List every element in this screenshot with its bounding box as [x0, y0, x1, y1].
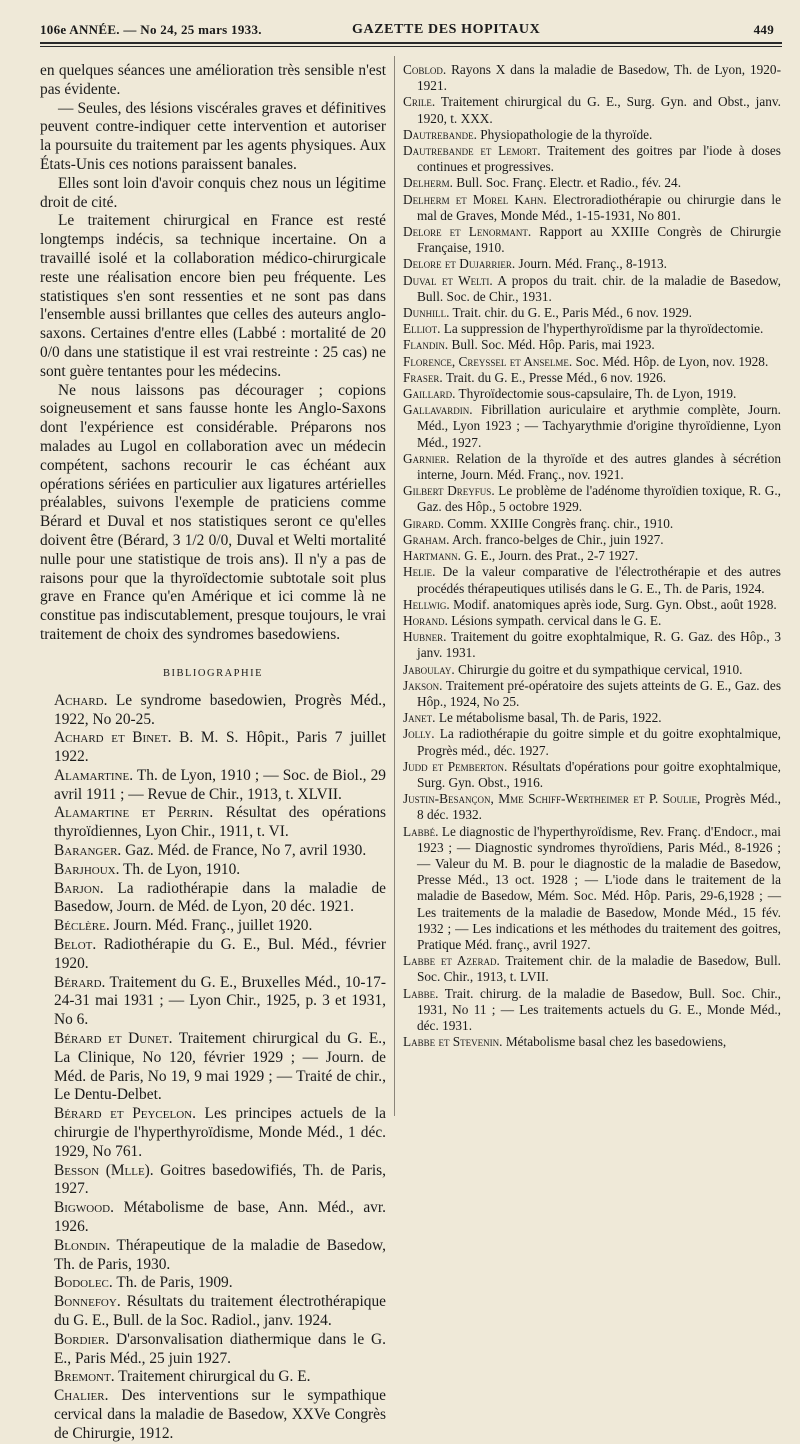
entry-text: Traitement chirurgical du G. E., La Clinique, No 120, février 1929 ; — Journ. de Méd. de Paris, No 19, 9 mai 1929 ; — Traité de chir., Le Dentu-Delbet.	[54, 1030, 386, 1104]
bibliography-entry	[403, 986, 781, 1035]
bibliography-entry	[403, 548, 781, 564]
entry-author: Achard.	[54, 691, 108, 709]
bibliography-entry	[403, 337, 781, 353]
entry-text: Traitement chir. de la maladie de Basedow, Bull. Soc. Chir., 1913, t. LVII.	[417, 953, 781, 985]
bibliography-entry	[403, 354, 781, 370]
entry-author: Gaillard.	[403, 386, 456, 402]
bibliography-entry	[40, 1368, 386, 1387]
bibliography-entry	[40, 1162, 386, 1200]
entry-author: Belot.	[54, 936, 97, 954]
entry-text: Chirurgie du goitre et du sympathique cervical, 1910.	[458, 661, 743, 677]
entry-text: Comm. XXIIIe Congrès franç. chir., 1910.	[447, 515, 674, 531]
entry-author: Elliot.	[403, 321, 441, 337]
entry-author: Jakson.	[403, 677, 443, 693]
entry-author: Horand.	[403, 612, 448, 628]
entry-author: Béclère.	[54, 917, 110, 935]
right-column	[403, 62, 781, 1050]
entry-author: Janet.	[403, 710, 436, 726]
entry-text: Traitement des goitres par l'iode à doses continues et progressives.	[417, 143, 781, 175]
bibliography-entry	[403, 564, 781, 596]
left-column	[40, 62, 386, 1444]
bibliography-list-right	[403, 62, 781, 1050]
entry-author: Blondin.	[54, 1236, 111, 1254]
bibliography-entry	[403, 629, 781, 661]
entry-text: Goitres basedowifiés, Th. de Paris, 1927.	[54, 1161, 386, 1198]
bibliography-entry	[403, 597, 781, 613]
bibliography-list-left	[40, 692, 386, 1444]
bibliography-entry	[403, 1034, 781, 1050]
entry-author: Alamartine et Perrin.	[54, 804, 214, 822]
entry-text: Bull. Soc. Méd. Hôp. Paris, mai 1923.	[451, 337, 655, 353]
issue-info: 106e ANNÉE. — No 24, 25 mars 1933.	[40, 22, 262, 37]
bibliography-entry	[40, 1387, 386, 1443]
entry-text: Rayons X dans la maladie de Basedow, Th. de Lyon, 1920-1921.	[417, 62, 781, 94]
entry-author: Labbe et Stevenin.	[403, 1034, 503, 1050]
bibliography-entry	[40, 842, 386, 861]
entry-text: Traitement du G. E., Bruxelles Méd., 10-17-24-31 mai 1931 ; — Lyon Chir., 1925, p. 3 et 1931, No 6.	[54, 973, 386, 1029]
entry-text: Les principes actuels de la chirurgie de l'hyperthyroïdisme, Monde Méd., 1 déc. 1929, No 761.	[54, 1105, 386, 1160]
bibliography-entry	[40, 1274, 386, 1293]
bibliography-entry	[403, 759, 781, 791]
bibliography-entry	[40, 804, 386, 842]
entry-text: Le diagnostic de l'hyperthyroïdisme, Rev. Franç. d'Endocr., mai 1923 ; — Diagnostic syndromes thyroïdiens, Paris Méd., 8-1926 ; — Valeur du M. B. pour le diagnostic de la maladie de Basedow, Presse Méd., 13 oct. 1928 ; — L'iode dans le traitement de la maladie de Basedow, Mém. Soc. Méd. Hôp. Paris, 29-6,1928 ; — Les traitements de la maladie de Basedow, Monde Méd., 15 fév. 1932 ; — Les indications et les méthodes du traitement des goitres, Pratique Méd. franç., avril 1927.	[417, 823, 781, 952]
bibliography-entry	[403, 662, 781, 678]
entry-author: Besson (Mlle).	[54, 1161, 154, 1179]
running-header	[40, 14, 780, 44]
entry-author: Delore et Lenormant.	[403, 224, 532, 240]
entry-author: Delherm.	[403, 175, 453, 191]
entry-text: A propos du trait. chir. de la maladie de Basedow, Bull. Soc. de Chir., 1931.	[417, 272, 781, 304]
entry-author: Helie.	[403, 564, 436, 580]
entry-text: De la valeur comparative de l'électrothérapie et des autres procédés thérapeutiques utilisés dans le G. E., Th. de Paris, 1924.	[417, 564, 781, 596]
entry-text: Relation de la thyroïde et des autres glandes à sécrétion interne, Journ. Méd. Franç., nov. 1921.	[417, 450, 782, 483]
bibliography-entry	[403, 726, 781, 758]
bibliography-entry	[40, 1237, 386, 1275]
bibliography-entry	[403, 451, 781, 483]
entry-author: Bigwood.	[54, 1199, 114, 1217]
entry-author: Bérard.	[54, 973, 106, 991]
entry-text: Fibrillation auriculaire et arythmie complète, Journ. Méd., Lyon 1923 ; — Tachyarythmie d'origine thyroïdienne, Lyon Méd., 1927.	[417, 402, 781, 450]
entry-text: Le métabolisme basal, Th. de Paris, 1922.	[438, 710, 662, 726]
entry-text: Progrès Méd., 8 déc. 1932.	[417, 791, 781, 823]
bibliography-entry	[403, 402, 781, 451]
entry-text: Le problème de l'adénome thyroïdien toxique, R. G., Gaz. des Hôp., 5 octobre 1929.	[417, 483, 781, 515]
entry-author: Labbe.	[403, 985, 439, 1001]
entry-author: Barjhoux.	[54, 860, 120, 878]
entry-text: Journ. Méd. Franç., 8-1913.	[518, 256, 667, 272]
entry-text: Métabolisme basal chez les basedowiens,	[505, 1034, 727, 1050]
bibliography-entry	[403, 516, 781, 532]
entry-author: Bremont.	[54, 1368, 115, 1386]
bibliography-entry	[40, 936, 386, 974]
entry-author: Hubner.	[403, 629, 447, 645]
entry-author: Fraser.	[403, 369, 443, 385]
entry-author: Hellwig.	[403, 596, 450, 612]
entry-author: Florence, Creyssel et Anselme.	[403, 353, 573, 369]
bibliography-entry	[403, 321, 781, 337]
entry-text: Soc. Méd. Hôp. de Lyon, nov. 1928.	[575, 353, 769, 369]
entry-text: Th. de Paris, 1909.	[116, 1274, 233, 1292]
entry-text: La suppression de l'hyperthyroïdisme par la thyroïdectomie.	[443, 321, 764, 337]
entry-author: Jaboulay.	[403, 661, 455, 677]
body-paragraph: Le traitement chirurgical en France est resté longtemps indécis, sa technique incertaine. On a travaillé isolé et la collaboration médico-chirurgicale reste une réalisation encore bien peu fréquente. Les statistiques s'en sont ressenties et ne sont pas dans l'ensemble aussi brillantes que celles des auteurs anglo-saxons. Certaines d'entre elles (Labbé : mortalité de 20 0/0 dans une statistique il est vrai restreinte : 25 cas) ne sont guère tentantes pour les médecins.	[40, 212, 386, 380]
entry-text: Bull. Soc. Franç. Electr. et Radio., fév. 24.	[456, 175, 682, 191]
entry-text: Journ. Méd. Franç., juillet 1920.	[113, 917, 313, 935]
entry-author: Dunhill.	[403, 305, 450, 321]
bibliography-heading: BIBLIOGRAPHIE	[163, 667, 263, 679]
entry-text: Métabolisme de base, Ann. Méd., avr. 1926.	[54, 1199, 386, 1236]
entry-text: Lésions sympath. cervical dans le G. E.	[451, 612, 662, 628]
entry-text: La radiothérapie du goitre simple et du goitre exophtalmique, Progrès méd., déc. 1927.	[417, 726, 782, 758]
bibliography-entry	[403, 192, 781, 224]
bibliography-entry	[40, 767, 386, 805]
journal-title: GAZETTE DES HOPITAUX	[352, 22, 541, 37]
bibliography-entry	[403, 824, 781, 954]
body-paragraph: — Seules, des lésions viscérales graves et définitives peuvent contre-indiquer cette intervention et autoriser la poursuite du traitement par les agents physiques. Aux États-Unis ces notions paraissent banales.	[40, 99, 386, 173]
bibliography-entry	[403, 127, 781, 143]
bibliography-entry	[403, 256, 781, 272]
bibliography-entry	[40, 1293, 386, 1331]
entry-text: Traitement chirurgical du G. E., Surg. Gyn. and Obst., janv. 1920, t. XXX.	[417, 94, 781, 126]
bibliography-entry	[403, 224, 781, 256]
entry-author: Coblod.	[403, 62, 447, 77]
entry-author: Labbé.	[403, 823, 439, 839]
entry-author: Chalier.	[54, 1387, 109, 1405]
entry-text: Modif. anatomiques après iode, Surg. Gyn. Obst., août 1928.	[453, 596, 777, 612]
entry-text: Rapport au XXIIIe Congrès de Chirurgie Française, 1910.	[417, 224, 781, 256]
bibliography-entry	[403, 175, 781, 191]
entry-author: Crile.	[403, 94, 436, 110]
bibliography-entry	[403, 710, 781, 726]
bibliography-entry	[40, 880, 386, 918]
bibliography-entry	[403, 483, 781, 515]
entry-text: La radiothérapie dans la maladie de Basedow, Journ. de Méd. de Lyon, 20 déc. 1921.	[54, 879, 386, 916]
entry-author: Garnier.	[403, 450, 450, 466]
entry-text: Résultat des opérations thyroïdiennes, Lyon Chir., 1911, t. VI.	[54, 804, 387, 841]
header-rule-thick	[40, 42, 782, 44]
entry-text: Thérapeutique de la maladie de Basedow, Th. de Paris, 1930.	[54, 1236, 386, 1273]
entry-author: Bérard et Peycelon.	[54, 1105, 196, 1123]
entry-author: Dautrebande et Lemort.	[403, 143, 541, 159]
entry-text: Th. de Lyon, 1910.	[123, 860, 241, 878]
entry-text: Arch. franco-belges de Chir., juin 1927.	[452, 531, 664, 547]
entry-author: Graham.	[403, 531, 450, 547]
entry-text: Physiopathologie de la thyroïde.	[480, 126, 653, 142]
entry-text: B. M. S. Hôpit., Paris 7 juillet 1922.	[54, 729, 386, 766]
entry-text: D'arsonvalisation diathermique dans le G. E., Paris Méd., 25 juin 1927.	[54, 1330, 387, 1367]
entry-author: Delherm et Morel Kahn.	[403, 191, 547, 207]
bibliography-entry	[40, 729, 386, 767]
bibliography-entry	[40, 1199, 386, 1237]
bibliography-entry	[403, 62, 781, 94]
entry-author: Justin-Besançon, Mme Schiff-Wertheimer et P. Soulie,	[403, 791, 701, 807]
bibliography-entry	[403, 678, 781, 710]
bibliography-entry	[40, 692, 386, 730]
bibliography-entry	[403, 791, 781, 823]
entry-text: Thyroïdectomie sous-capsulaire, Th. de Lyon, 1919.	[458, 386, 737, 402]
entry-author: Delore et Dujarrier.	[403, 256, 516, 272]
header-rule-thin	[40, 46, 782, 47]
body-paragraph: Elles sont loin d'avoir conquis chez nous un légitime droit de cité.	[40, 174, 386, 211]
entry-text: Traitement du goitre exophtalmique, R. G. Gaz. des Hôp., 3 janv. 1931.	[417, 629, 781, 661]
page-number: 449	[753, 22, 774, 37]
entry-author: Girard.	[403, 515, 444, 531]
bibliography-entry	[403, 953, 781, 985]
entry-text: Gaz. Méd. de France, No 7, avril 1930.	[125, 842, 367, 860]
bibliography-entry	[403, 370, 781, 386]
entry-author: Judd et Pemberton.	[403, 758, 508, 774]
entry-text: Electroradiothérapie ou chirurgie dans le mal de Graves, Monde Méd., 1-15-1931, No 801.	[417, 191, 781, 223]
bibliography-entry	[403, 94, 781, 126]
bibliography-entry	[403, 143, 781, 175]
entry-author: Bodolec.	[54, 1274, 113, 1292]
entry-text: Traitement pré-opératoire des sujets atteints de G. E., Gaz. des Hôp., 1924, No 25.	[417, 677, 781, 709]
bibliography-entry	[40, 1331, 386, 1369]
bibliography-entry	[40, 917, 386, 936]
bibliography-entry	[40, 974, 386, 1030]
entry-author: Hartmann.	[403, 548, 461, 564]
bibliography-entry	[403, 386, 781, 402]
bibliography-entry	[403, 305, 781, 321]
entry-author: Bonnefoy.	[54, 1293, 121, 1311]
entry-author: Alamartine.	[54, 766, 134, 784]
entry-author: Duval et Welti.	[403, 272, 493, 288]
entry-author: Achard et Binet.	[54, 729, 172, 747]
entry-author: Jolly.	[403, 726, 435, 742]
entry-text: G. E., Journ. des Prat., 2-7 1927.	[464, 548, 639, 564]
entry-author: Bérard et Dunet.	[54, 1030, 173, 1048]
column-divider	[394, 56, 395, 1116]
entry-text: Trait. chir. du G. E., Paris Méd., 6 nov. 1929.	[452, 305, 692, 321]
entry-text: Radiothérapie du G. E., Bul. Méd., février 1920.	[54, 936, 386, 972]
entry-author: Flandin.	[403, 337, 449, 353]
entry-text: Des interventions sur le sympathique cervical dans la maladie de Basedow, XXVe Congrès de Chirurgie, 1912.	[54, 1387, 386, 1442]
entry-text: Trait. chirurg. de la maladie de Basedow, Bull. Soc. Chir., 1931, No 11 ; — Les traitements actuels du G. E., Monde Méd., déc. 1931.	[417, 985, 782, 1033]
bibliography-entry	[40, 1030, 386, 1105]
bibliography-entry	[40, 1105, 386, 1161]
bibliography-entry	[403, 532, 781, 548]
entry-author: Bordier.	[54, 1330, 110, 1348]
body-paragraph: Ne nous laissons pas décourager ; copions soigneusement et sans fausse honte les Anglo-Saxons dont l'expérience est considérable. Préparons nos malades au Lugol en collaboration avec un médecin compétent, sachons recourir le cas échéant aux opérations sériées en particulier aux ligatures artérielles préalables, suivons l'exemple de praticiens comme Bérard et Duval et nos statistiques seront ce qu'elles doivent être (Bérard, 3 1/2 0/0, Duval et Welti mortalité nulle pour une statistique de trois ans). Il n'y a pas de raisons pour que la thyroïdectomie subtotale soit plus grave en France qu'en Amérique et ici comme là ne constitue pas indiscutablement, presque toujours, le vrai traitement de choix des syndromes basedowiens.	[40, 381, 386, 643]
entry-author: Gilbert Dreyfus.	[403, 483, 495, 499]
entry-text: Th. de Lyon, 1910 ; — Soc. de Biol., 29 avril 1911 ; — Revue de Chir., 1913, t. XLVII.	[54, 766, 386, 803]
entry-author: Labbe et Azerad.	[403, 953, 500, 969]
entry-text: Trait. du G. E., Presse Méd., 6 nov. 1926.	[445, 369, 667, 385]
entry-author: Dautrebande.	[403, 126, 477, 142]
entry-author: Gallavardin.	[403, 402, 473, 418]
bibliography-entry	[403, 273, 781, 305]
entry-text: Le syndrome basedowien, Progrès Méd., 1922, No 20-25.	[54, 691, 386, 728]
bibliography-entry	[40, 861, 386, 880]
body-paragraph: en quelques séances une amélioration très sensible n'est pas évidente.	[40, 62, 386, 98]
bibliography-entry	[403, 613, 781, 629]
entry-author: Barjon.	[54, 879, 104, 897]
entry-text: Résultats d'opérations pour goitre exophtalmique, Surg. Gyn. Obst., 1916.	[417, 758, 781, 790]
entry-text: Résultats du traitement électrothérapique du G. E., Bull. de la Soc. Radiol., janv. 1924.	[54, 1293, 386, 1329]
entry-author: Baranger.	[54, 842, 122, 860]
entry-text: Traitement chirurgical du G. E.	[118, 1368, 311, 1386]
